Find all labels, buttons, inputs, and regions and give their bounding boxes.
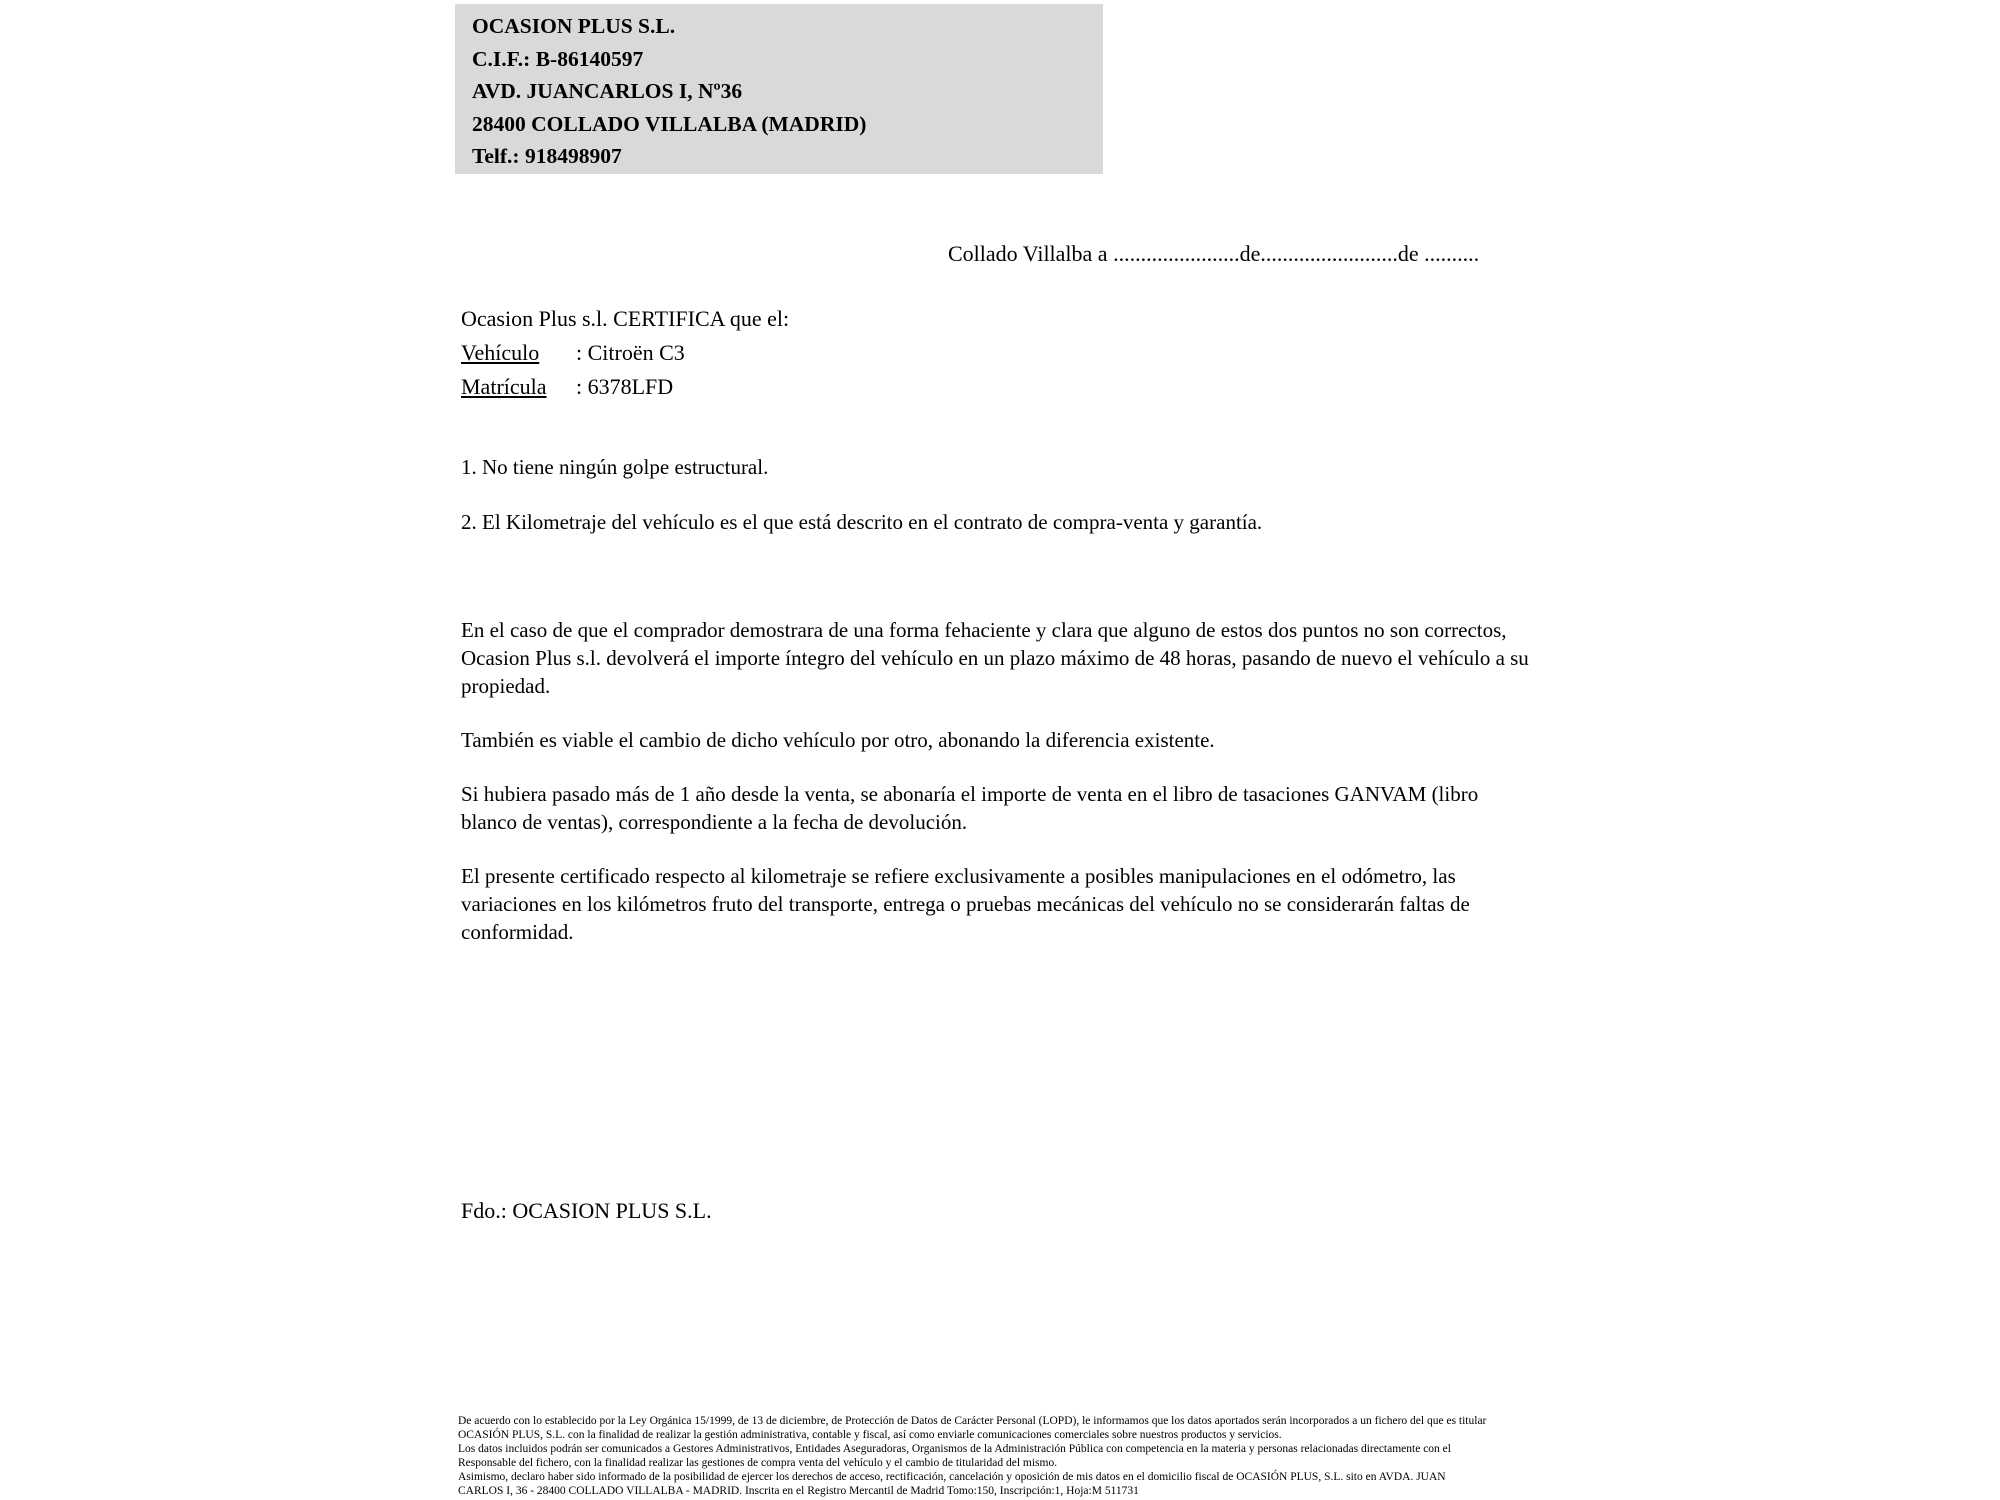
point-item-2: 2. El Kilometraje del vehículo es el que está descrito en el contrato de compra-venta y garantía. — [461, 510, 1263, 534]
body-paragraph-exchange: También es viable el cambio de dicho vehículo por otro, abonando la diferencia existente. — [461, 728, 1215, 752]
company-address: AVD. JUANCARLOS I, Nº36 — [472, 79, 743, 104]
vehicle-label: Vehículo — [461, 340, 540, 365]
legal-footer-line-3: Los datos incluidos podrán ser comunicados a Gestores Administrativos, Entidades Aseguradoras, Organismos de la Administración Pública con competencia en la materia y personas relacionadas directamente con el — [458, 1443, 1451, 1455]
certify-section — [461, 302, 789, 404]
company-phone: Telf.: 918498907 — [472, 144, 622, 169]
signature-line: Fdo.: OCASION PLUS S.L. — [461, 1198, 712, 1223]
vehicle-value: : Citroën C3 — [576, 340, 685, 365]
vehicle-row — [461, 336, 789, 370]
legal-footer — [458, 1414, 1548, 1498]
legal-footer-line-1: De acuerdo con lo establecido por la Ley Orgánica 15/1999, de 13 de diciembre, de Protección de Datos de Carácter Personal (LOPD), le informamos que los datos aportados serán incorporados a un fichero del que es titular — [458, 1415, 1487, 1427]
company-name: OCASION PLUS S.L. — [472, 14, 676, 38]
legal-footer-line-6: CARLOS I, 36 - 28400 COLLADO VILLALBA - MADRID. Inscrita en el Registro Mercantil de Madrid Tomo:150, Inscripción:1, Hoja:M 511731 — [458, 1485, 1139, 1497]
numbered-points — [461, 453, 1561, 563]
body-paragraph-odometer: El presente certificado respecto al kilometraje se refiere exclusivamente a posibles manipulaciones en el odómetro, las variaciones en los kilómetros fruto del transporte, entrega o pruebas mecánicas del vehículo no se considerarán faltas de conformidad. — [461, 864, 1470, 944]
legal-footer-line-5: Asimismo, declaro haber sido informado de la posibilidad de ejercer los derechos de acceso, rectificación, cancelación y oposición de mis datos en el domicilio fiscal de OCASIÓN PLUS, S.L. sito en AVDA. JUAN — [458, 1471, 1446, 1483]
company-cif: C.I.F.: B-86140597 — [472, 46, 644, 71]
plate-value: : 6378LFD — [576, 374, 674, 399]
body-paragraph-ganvam: Si hubiera pasado más de 1 año desde la venta, se abonaría el importe de venta en el libro de tasaciones GANVAM (libro blanco de ventas), correspondiente a la fecha de devolución. — [461, 782, 1479, 834]
company-city: 28400 COLLADO VILLALBA (MADRID) — [472, 111, 867, 136]
certify-intro: Ocasion Plus s.l. CERTIFICA que el: — [461, 306, 790, 331]
plate-label: Matrícula — [461, 374, 547, 399]
body-paragraphs — [461, 616, 1531, 972]
company-header-box — [455, 4, 1103, 174]
legal-footer-line-4: Responsable del fichero, con la finalidad realizar las gestiones de compra venta del vehículo y el cambio de titularidad del mismo. — [458, 1457, 1058, 1469]
date-fill-in-line: Collado Villalba a .......................de.........................de .......... — [948, 241, 1480, 266]
legal-footer-line-2: OCASIÓN PLUS, S.L. con la finalidad de realizar la gestión administrativa, contable y fiscal, así como enviarle comunicaciones comerciales sobre nuestros productos y servicios. — [458, 1429, 1282, 1441]
body-paragraph-refund: En el caso de que el comprador demostrara de una forma fehaciente y clara que alguno de estos dos puntos no son correctos, Ocasion Plus s.l. devolverá el importe íntegro del vehículo en un plazo máximo de 48 horas, pasando de nuevo el vehículo a su propiedad. — [461, 618, 1529, 698]
plate-row — [461, 370, 789, 404]
point-item-1: 1. No tiene ningún golpe estructural. — [461, 455, 769, 479]
